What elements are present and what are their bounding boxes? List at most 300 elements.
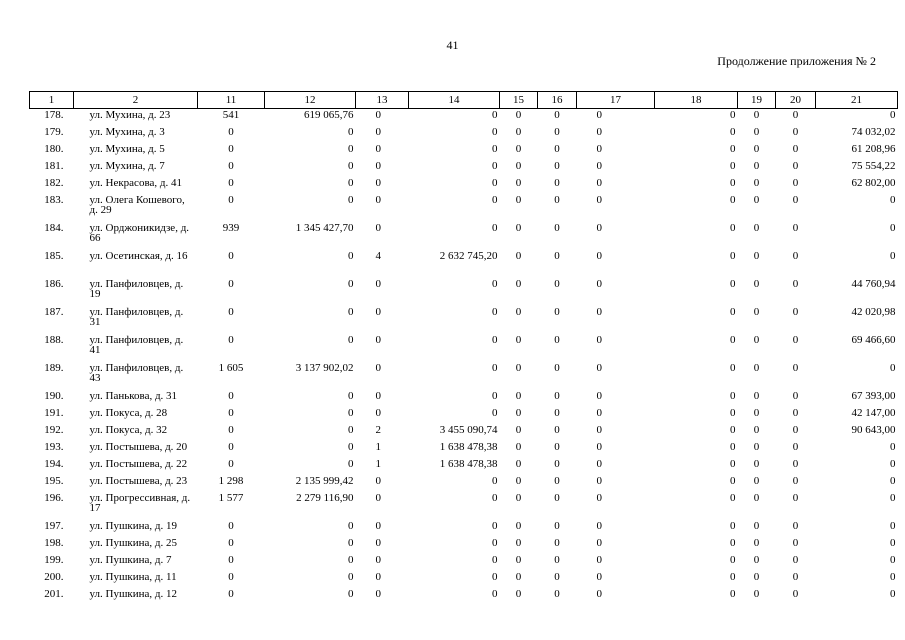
value-cell: 0 bbox=[596, 457, 602, 470]
value-cell: 0 bbox=[515, 221, 522, 234]
table-row bbox=[30, 250, 898, 278]
value-cell: 0 bbox=[492, 587, 498, 600]
value-cell: 0 bbox=[890, 536, 896, 549]
value-cell: 0 bbox=[375, 491, 381, 504]
value-cell: 0 bbox=[792, 553, 799, 566]
value-cell: 0 bbox=[890, 519, 896, 532]
value-cell: 0 bbox=[792, 457, 799, 470]
column-header: 16 bbox=[538, 92, 577, 109]
value-cell: 0 bbox=[596, 176, 602, 189]
row-number-cell: 191. bbox=[44, 406, 64, 419]
row-number-cell: 186. bbox=[44, 277, 64, 290]
value-cell: 0 bbox=[515, 553, 522, 566]
value-cell: 0 bbox=[515, 457, 522, 470]
value-cell: 0 bbox=[792, 423, 799, 436]
value-cell: 0 bbox=[228, 457, 234, 470]
value-cell: 0 bbox=[890, 553, 896, 566]
value-cell: 0 bbox=[515, 389, 522, 402]
value-cell: 0 bbox=[730, 491, 736, 504]
row-number-cell: 183. bbox=[44, 193, 64, 206]
value-cell: 62 802,00 bbox=[851, 176, 896, 189]
column-header: 11 bbox=[198, 92, 265, 109]
value-cell: 0 bbox=[515, 142, 522, 155]
address-cell: ул. Осетинская, д. 16 bbox=[89, 249, 188, 262]
address-cell: ул. Панфиловцев, д. 41 bbox=[89, 333, 184, 356]
value-cell: 0 bbox=[492, 333, 498, 346]
value-cell: 0 bbox=[596, 333, 602, 346]
value-cell: 0 bbox=[492, 536, 498, 549]
value-cell: 0 bbox=[596, 277, 602, 290]
table-row bbox=[30, 278, 898, 306]
page-number: 41 bbox=[446, 38, 459, 52]
value-cell: 0 bbox=[348, 440, 354, 453]
column-header: 18 bbox=[655, 92, 738, 109]
value-cell: 0 bbox=[792, 142, 799, 155]
value-cell: 0 bbox=[792, 109, 799, 121]
value-cell: 619 065,76 bbox=[304, 109, 354, 121]
value-cell: 0 bbox=[492, 570, 498, 583]
address-cell: ул. Мухина, д. 3 bbox=[89, 125, 165, 138]
value-cell: 0 bbox=[554, 389, 560, 402]
value-cell: 0 bbox=[753, 193, 760, 206]
value-cell: 0 bbox=[554, 249, 560, 262]
column-header: 20 bbox=[776, 92, 816, 109]
value-cell: 0 bbox=[890, 491, 896, 504]
row-number-cell: 180. bbox=[44, 142, 64, 155]
address-cell: ул. Олега Кошевого, д. 29 bbox=[89, 193, 185, 216]
address-cell: ул. Панфиловцев, д. 31 bbox=[89, 305, 184, 328]
value-cell: 0 bbox=[792, 305, 799, 318]
value-cell: 0 bbox=[792, 570, 799, 583]
value-cell: 0 bbox=[492, 553, 498, 566]
value-cell: 1 638 478,38 bbox=[439, 457, 498, 470]
address-cell: ул. Пушкина, д. 7 bbox=[89, 553, 172, 566]
value-cell: 0 bbox=[596, 440, 602, 453]
value-cell: 0 bbox=[730, 457, 736, 470]
value-cell: 0 bbox=[554, 277, 560, 290]
value-cell: 0 bbox=[515, 159, 522, 172]
value-cell: 939 bbox=[222, 221, 240, 234]
value-cell: 0 bbox=[348, 587, 354, 600]
value-cell: 0 bbox=[792, 221, 799, 234]
value-cell: 0 bbox=[375, 474, 381, 487]
value-cell: 0 bbox=[730, 159, 736, 172]
value-cell: 0 bbox=[730, 536, 736, 549]
table-row bbox=[30, 588, 898, 605]
value-cell: 0 bbox=[492, 305, 498, 318]
value-cell: 0 bbox=[515, 361, 522, 374]
value-cell: 0 bbox=[596, 159, 602, 172]
value-cell: 0 bbox=[554, 536, 560, 549]
value-cell: 0 bbox=[730, 587, 736, 600]
table-row bbox=[30, 177, 898, 194]
column-header: 21 bbox=[816, 92, 898, 109]
value-cell: 1 638 478,38 bbox=[439, 440, 498, 453]
value-cell: 0 bbox=[753, 491, 760, 504]
value-cell: 0 bbox=[753, 406, 760, 419]
value-cell: 2 135 999,42 bbox=[295, 474, 354, 487]
value-cell: 0 bbox=[890, 193, 896, 206]
table-row bbox=[30, 194, 898, 222]
value-cell: 0 bbox=[228, 440, 234, 453]
table-row bbox=[30, 362, 898, 390]
value-cell: 0 bbox=[515, 176, 522, 189]
value-cell: 0 bbox=[596, 305, 602, 318]
value-cell: 0 bbox=[348, 193, 354, 206]
table-row bbox=[30, 407, 898, 424]
value-cell: 0 bbox=[554, 142, 560, 155]
value-cell: 0 bbox=[492, 125, 498, 138]
value-cell: 0 bbox=[792, 519, 799, 532]
row-number-cell: 192. bbox=[44, 423, 64, 436]
value-cell: 0 bbox=[228, 159, 234, 172]
value-cell: 74 032,02 bbox=[851, 125, 896, 138]
row-number-cell: 198. bbox=[44, 536, 64, 549]
value-cell: 0 bbox=[554, 587, 560, 600]
value-cell: 0 bbox=[730, 333, 736, 346]
row-number-cell: 201. bbox=[44, 587, 64, 600]
value-cell: 0 bbox=[375, 389, 381, 402]
value-cell: 0 bbox=[554, 221, 560, 234]
row-number-cell: 193. bbox=[44, 440, 64, 453]
value-cell: 0 bbox=[792, 125, 799, 138]
value-cell: 0 bbox=[792, 193, 799, 206]
value-cell: 0 bbox=[375, 361, 381, 374]
value-cell: 0 bbox=[228, 125, 234, 138]
value-cell: 3 455 090,74 bbox=[439, 423, 498, 436]
value-cell: 0 bbox=[492, 491, 498, 504]
value-cell: 0 bbox=[890, 587, 896, 600]
column-header: 2 bbox=[74, 92, 198, 109]
value-cell: 0 bbox=[753, 125, 760, 138]
value-cell: 0 bbox=[753, 587, 760, 600]
value-cell: 0 bbox=[228, 423, 234, 436]
value-cell: 0 bbox=[753, 519, 760, 532]
value-cell: 0 bbox=[515, 333, 522, 346]
row-number-cell: 196. bbox=[44, 491, 64, 504]
value-cell: 69 466,60 bbox=[851, 333, 896, 346]
value-cell: 0 bbox=[753, 176, 760, 189]
address-cell: ул. Некрасова, д. 41 bbox=[89, 176, 182, 189]
value-cell: 0 bbox=[375, 125, 381, 138]
value-cell: 1 bbox=[375, 457, 381, 470]
address-cell: ул. Постышева, д. 20 bbox=[89, 440, 188, 453]
table-row bbox=[30, 441, 898, 458]
value-cell: 0 bbox=[515, 570, 522, 583]
value-cell: 0 bbox=[515, 536, 522, 549]
value-cell: 0 bbox=[596, 587, 602, 600]
value-cell: 0 bbox=[492, 406, 498, 419]
address-cell: ул. Пушкина, д. 19 bbox=[89, 519, 178, 532]
table-row bbox=[30, 160, 898, 177]
value-cell: 0 bbox=[492, 474, 498, 487]
value-cell: 0 bbox=[375, 536, 381, 549]
value-cell: 90 643,00 bbox=[851, 423, 896, 436]
value-cell: 1 298 bbox=[218, 474, 244, 487]
value-cell: 0 bbox=[348, 249, 354, 262]
address-cell: ул. Покуса, д. 28 bbox=[89, 406, 168, 419]
value-cell: 0 bbox=[348, 305, 354, 318]
value-cell: 0 bbox=[792, 361, 799, 374]
address-cell: ул. Мухина, д. 7 bbox=[89, 159, 165, 172]
address-cell: ул. Панфиловцев, д. 43 bbox=[89, 361, 184, 384]
value-cell: 0 bbox=[596, 249, 602, 262]
value-cell: 0 bbox=[890, 570, 896, 583]
value-cell: 0 bbox=[792, 474, 799, 487]
value-cell: 0 bbox=[515, 474, 522, 487]
address-cell: ул. Пушкина, д. 11 bbox=[89, 570, 177, 583]
value-cell: 0 bbox=[228, 305, 234, 318]
value-cell: 0 bbox=[890, 474, 896, 487]
value-cell: 0 bbox=[730, 125, 736, 138]
value-cell: 0 bbox=[492, 277, 498, 290]
value-cell: 0 bbox=[730, 519, 736, 532]
value-cell: 4 bbox=[375, 249, 381, 262]
table-row bbox=[30, 334, 898, 362]
value-cell: 0 bbox=[596, 570, 602, 583]
value-cell: 0 bbox=[515, 249, 522, 262]
value-cell: 0 bbox=[554, 457, 560, 470]
value-cell: 0 bbox=[515, 587, 522, 600]
value-cell: 0 bbox=[492, 159, 498, 172]
value-cell: 0 bbox=[890, 440, 896, 453]
table-row bbox=[30, 126, 898, 143]
value-cell: 44 760,94 bbox=[851, 277, 896, 290]
value-cell: 0 bbox=[554, 519, 560, 532]
value-cell: 0 bbox=[792, 277, 799, 290]
value-cell: 0 bbox=[375, 109, 381, 121]
value-cell: 1 605 bbox=[218, 361, 244, 374]
row-number-cell: 184. bbox=[44, 221, 64, 234]
value-cell: 0 bbox=[375, 221, 381, 234]
value-cell: 0 bbox=[228, 536, 234, 549]
value-cell: 0 bbox=[554, 193, 560, 206]
value-cell: 42 147,00 bbox=[851, 406, 896, 419]
value-cell: 0 bbox=[554, 570, 560, 583]
value-cell: 0 bbox=[492, 519, 498, 532]
row-number-cell: 179. bbox=[44, 125, 64, 138]
data-table bbox=[29, 91, 898, 605]
value-cell: 1 345 427,70 bbox=[295, 221, 354, 234]
value-cell: 0 bbox=[375, 277, 381, 290]
value-cell: 0 bbox=[753, 221, 760, 234]
value-cell: 0 bbox=[554, 440, 560, 453]
value-cell: 0 bbox=[348, 423, 354, 436]
column-header: 13 bbox=[356, 92, 409, 109]
table-row bbox=[30, 143, 898, 160]
value-cell: 0 bbox=[348, 125, 354, 138]
table-row bbox=[30, 554, 898, 571]
value-cell: 0 bbox=[730, 474, 736, 487]
value-cell: 0 bbox=[753, 457, 760, 470]
column-header: 17 bbox=[577, 92, 655, 109]
value-cell: 0 bbox=[890, 361, 896, 374]
value-cell: 0 bbox=[348, 457, 354, 470]
address-cell: ул. Пушкина, д. 25 bbox=[89, 536, 178, 549]
value-cell: 0 bbox=[730, 570, 736, 583]
row-number-cell: 182. bbox=[44, 176, 64, 189]
value-cell: 0 bbox=[596, 221, 602, 234]
value-cell: 42 020,98 bbox=[851, 305, 896, 318]
table-row bbox=[30, 109, 898, 126]
table-row bbox=[30, 537, 898, 554]
value-cell: 0 bbox=[228, 389, 234, 402]
value-cell: 0 bbox=[554, 305, 560, 318]
value-cell: 0 bbox=[375, 553, 381, 566]
value-cell: 0 bbox=[348, 406, 354, 419]
table-row bbox=[30, 390, 898, 407]
value-cell: 0 bbox=[554, 333, 560, 346]
value-cell: 0 bbox=[596, 125, 602, 138]
value-cell: 0 bbox=[753, 109, 760, 121]
value-cell: 0 bbox=[730, 277, 736, 290]
value-cell: 0 bbox=[492, 193, 498, 206]
column-header: 12 bbox=[265, 92, 356, 109]
value-cell: 0 bbox=[375, 193, 381, 206]
value-cell: 0 bbox=[753, 553, 760, 566]
value-cell: 0 bbox=[492, 389, 498, 402]
value-cell: 0 bbox=[492, 142, 498, 155]
value-cell: 0 bbox=[348, 159, 354, 172]
value-cell: 0 bbox=[753, 423, 760, 436]
value-cell: 0 bbox=[228, 587, 234, 600]
value-cell: 0 bbox=[596, 519, 602, 532]
value-cell: 0 bbox=[554, 125, 560, 138]
address-cell: ул. Пушкина, д. 12 bbox=[89, 587, 178, 600]
table-row bbox=[30, 475, 898, 492]
value-cell: 0 bbox=[792, 389, 799, 402]
value-cell: 0 bbox=[228, 570, 234, 583]
row-number-cell: 197. bbox=[44, 519, 64, 532]
value-cell: 0 bbox=[375, 587, 381, 600]
address-cell: ул. Панфиловцев, д. 19 bbox=[89, 277, 184, 300]
appendix-continuation-note: Продолжение приложения № 2 bbox=[717, 54, 876, 68]
value-cell: 0 bbox=[730, 142, 736, 155]
value-cell: 0 bbox=[730, 361, 736, 374]
row-number-cell: 195. bbox=[44, 474, 64, 487]
value-cell: 0 bbox=[554, 491, 560, 504]
value-cell: 0 bbox=[228, 142, 234, 155]
value-cell: 0 bbox=[554, 423, 560, 436]
table-row bbox=[30, 571, 898, 588]
value-cell: 0 bbox=[890, 457, 896, 470]
value-cell: 2 632 745,20 bbox=[439, 249, 498, 262]
value-cell: 0 bbox=[596, 474, 602, 487]
value-cell: 0 bbox=[596, 389, 602, 402]
value-cell: 0 bbox=[730, 249, 736, 262]
value-cell: 0 bbox=[890, 109, 896, 121]
value-cell: 0 bbox=[515, 305, 522, 318]
value-cell: 0 bbox=[792, 333, 799, 346]
value-cell: 0 bbox=[730, 193, 736, 206]
value-cell: 0 bbox=[492, 221, 498, 234]
value-cell: 0 bbox=[348, 536, 354, 549]
column-header: 14 bbox=[409, 92, 500, 109]
value-cell: 0 bbox=[492, 109, 498, 121]
value-cell: 0 bbox=[596, 536, 602, 549]
value-cell: 0 bbox=[753, 142, 760, 155]
row-number-cell: 194. bbox=[44, 457, 64, 470]
value-cell: 0 bbox=[596, 361, 602, 374]
value-cell: 0 bbox=[554, 159, 560, 172]
value-cell: 0 bbox=[554, 176, 560, 189]
table-row bbox=[30, 222, 898, 250]
value-cell: 0 bbox=[554, 474, 560, 487]
value-cell: 0 bbox=[730, 176, 736, 189]
table-row bbox=[30, 520, 898, 537]
address-cell: ул. Мухина, д. 23 bbox=[89, 109, 171, 121]
value-cell: 0 bbox=[515, 519, 522, 532]
table-row bbox=[30, 424, 898, 441]
value-cell: 0 bbox=[554, 553, 560, 566]
value-cell: 0 bbox=[348, 277, 354, 290]
address-cell: ул. Постышева, д. 23 bbox=[89, 474, 188, 487]
value-cell: 0 bbox=[753, 440, 760, 453]
value-cell: 0 bbox=[792, 536, 799, 549]
value-cell: 0 bbox=[228, 553, 234, 566]
value-cell: 0 bbox=[515, 125, 522, 138]
value-cell: 0 bbox=[348, 570, 354, 583]
value-cell: 1 bbox=[375, 440, 381, 453]
value-cell: 0 bbox=[753, 536, 760, 549]
value-cell: 67 393,00 bbox=[851, 389, 896, 402]
value-cell: 0 bbox=[792, 176, 799, 189]
value-cell: 0 bbox=[890, 221, 896, 234]
value-cell: 0 bbox=[890, 249, 896, 262]
value-cell: 0 bbox=[228, 249, 234, 262]
column-header: 1 bbox=[30, 92, 74, 109]
value-cell: 0 bbox=[375, 406, 381, 419]
value-cell: 0 bbox=[730, 440, 736, 453]
value-cell: 0 bbox=[554, 361, 560, 374]
value-cell: 0 bbox=[753, 249, 760, 262]
value-cell: 0 bbox=[730, 423, 736, 436]
value-cell: 0 bbox=[792, 587, 799, 600]
value-cell: 0 bbox=[792, 440, 799, 453]
value-cell: 0 bbox=[792, 406, 799, 419]
value-cell: 541 bbox=[222, 109, 240, 121]
value-cell: 0 bbox=[730, 109, 736, 121]
value-cell: 0 bbox=[730, 406, 736, 419]
value-cell: 0 bbox=[375, 570, 381, 583]
value-cell: 0 bbox=[753, 333, 760, 346]
value-cell: 0 bbox=[492, 361, 498, 374]
value-cell: 0 bbox=[375, 519, 381, 532]
value-cell: 0 bbox=[515, 440, 522, 453]
value-cell: 2 bbox=[375, 423, 381, 436]
value-cell: 0 bbox=[730, 305, 736, 318]
row-number-cell: 187. bbox=[44, 305, 64, 318]
value-cell: 0 bbox=[375, 333, 381, 346]
value-cell: 0 bbox=[515, 423, 522, 436]
value-cell: 0 bbox=[792, 249, 799, 262]
value-cell: 0 bbox=[375, 176, 381, 189]
table-row bbox=[30, 492, 898, 520]
value-cell: 0 bbox=[375, 142, 381, 155]
value-cell: 0 bbox=[228, 193, 234, 206]
value-cell: 0 bbox=[730, 553, 736, 566]
value-cell: 0 bbox=[596, 406, 602, 419]
value-cell: 0 bbox=[792, 491, 799, 504]
table-row bbox=[30, 458, 898, 475]
address-cell: ул. Мухина, д. 5 bbox=[89, 142, 165, 155]
value-cell: 0 bbox=[228, 333, 234, 346]
value-cell: 0 bbox=[753, 305, 760, 318]
address-cell: ул. Покуса, д. 32 bbox=[89, 423, 168, 436]
row-number-cell: 178. bbox=[44, 109, 64, 121]
value-cell: 0 bbox=[515, 193, 522, 206]
value-cell: 0 bbox=[375, 305, 381, 318]
